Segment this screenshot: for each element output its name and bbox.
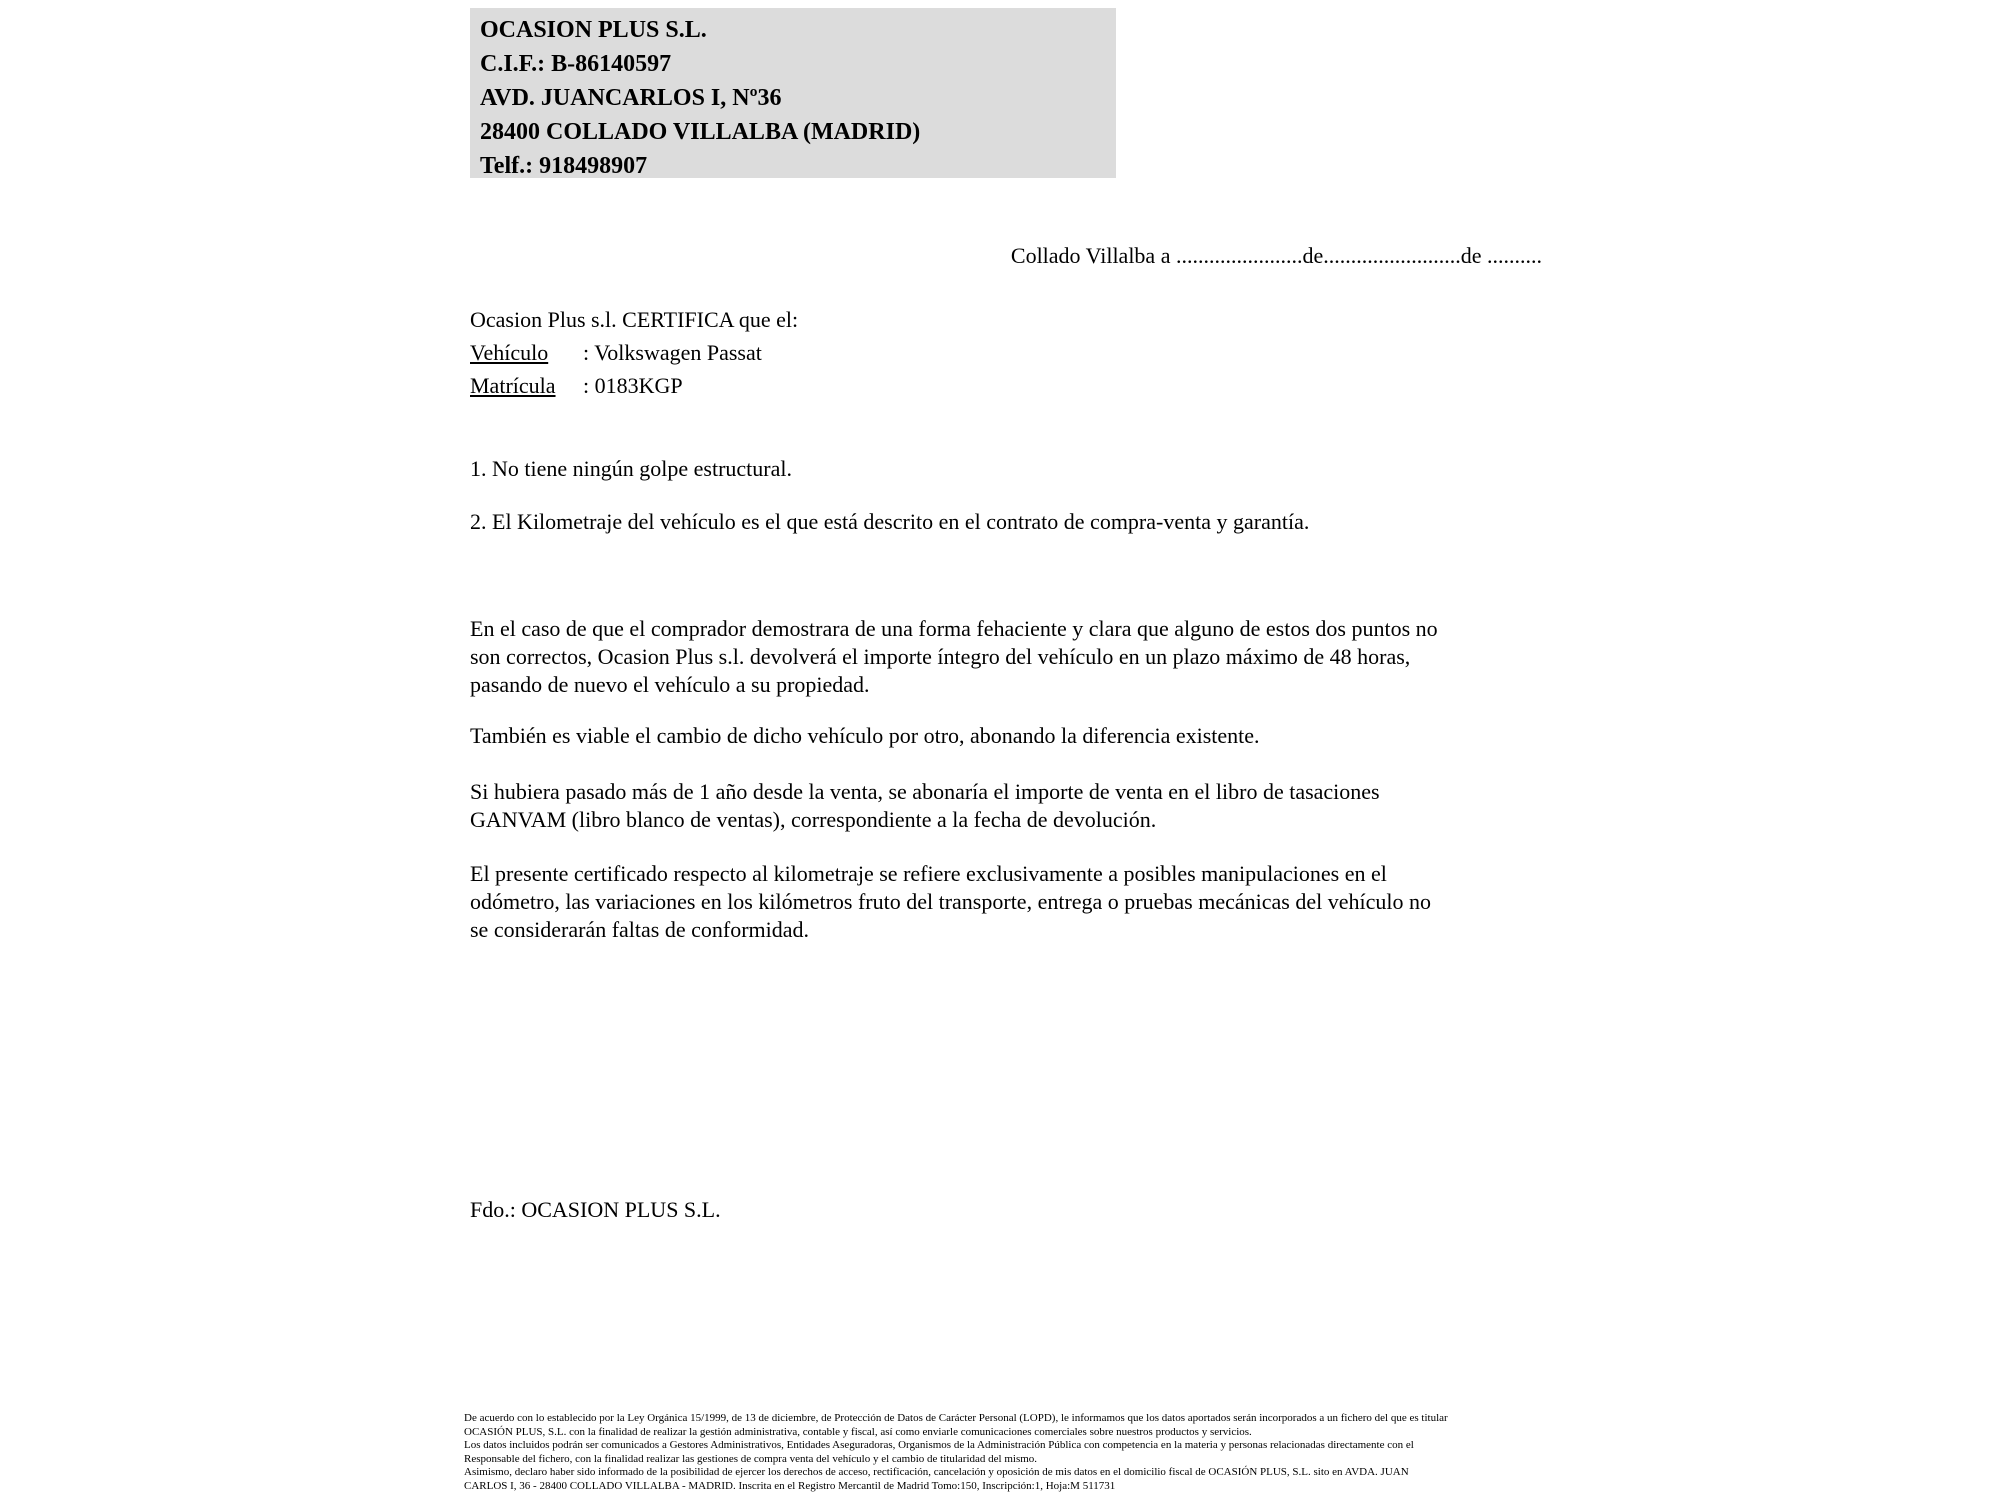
legal-footer-line: CARLOS I, 36 - 28400 COLLADO VILLALBA - MADRID. Inscrita en el Registro Mercantil de Madrid Tomo:150, Inscripción:1, Hoja:M 511731 [464, 1479, 1116, 1492]
condition-2: 2. El Kilometraje del vehículo es el que está descrito en el contrato de compra-venta y garantía. [470, 509, 1310, 534]
plate-label: Matrícula [470, 373, 556, 398]
paragraph-refund-line: pasando de nuevo el vehículo a su propiedad. [470, 672, 870, 697]
company-phone: Telf.: 918498907 [480, 153, 648, 179]
vehicle-label: Vehículo [470, 340, 549, 365]
condition-1: 1. No tiene ningún golpe estructural. [470, 456, 792, 481]
vehicle-row [470, 336, 798, 369]
paragraph-odometer-line: se considerarán faltas de conformidad. [470, 917, 810, 942]
company-city: 28400 COLLADO VILLALBA (MADRID) [480, 119, 921, 145]
certificate-block [470, 303, 798, 402]
company-header-box [470, 8, 1116, 178]
paragraph-exchange-line: También es viable el cambio de dicho vehículo por otro, abonando la diferencia existente. [470, 723, 1260, 748]
plate-value: : 0183KGP [583, 373, 683, 398]
legal-footer-line: OCASIÓN PLUS, S.L. con la finalidad de realizar la gestión administrativa, contable y fiscal, así como enviarle comunicaciones comerciales sobre nuestros productos y servicios. [464, 1425, 1252, 1438]
paragraph-ganvam [470, 778, 1380, 834]
company-address: AVD. JUANCARLOS I, Nº36 [480, 85, 782, 111]
paragraph-odometer-line: El presente certificado respecto al kilometraje se refiere exclusivamente a posibles manipulaciones en el [470, 861, 1387, 886]
legal-footer-line: Los datos incluidos podrán ser comunicados a Gestores Administrativos, Entidades Aseguradoras, Organismos de la Administración Pública con competencia en la materia y personas relacionadas directamente con el [464, 1439, 1414, 1452]
legal-footer [464, 1412, 1574, 1494]
paragraph-ganvam-line: Si hubiera pasado más de 1 año desde la venta, se abonaría el importe de venta en el libro de tasaciones [470, 779, 1380, 804]
certify-intro: Ocasion Plus s.l. CERTIFICA que el: [470, 307, 799, 332]
paragraph-exchange [470, 722, 1260, 750]
signature-line: Fdo.: OCASION PLUS S.L. [470, 1197, 721, 1222]
paragraph-odometer-line: odómetro, las variaciones en los kilómetros fruto del transporte, entrega o pruebas mecánicas del vehículo no [470, 889, 1431, 914]
legal-footer-line: De acuerdo con lo establecido por la Ley Orgánica 15/1999, de 13 de diciembre, de Protección de Datos de Carácter Personal (LOPD), le informamos que los datos aportados serán incorporados a un fichero del que es titular [464, 1412, 1448, 1424]
legal-footer-line: Asimismo, declaro haber sido informado de la posibilidad de ejercer los derechos de acceso, rectificación, cancelación y oposición de mis datos en el domicilio fiscal de OCASIÓN PLUS, S.L. sito en AVDA. JUAN [464, 1466, 1409, 1479]
legal-footer-line: Responsable del fichero, con la finalidad realizar las gestiones de compra venta del vehículo y el cambio de titularidad del mismo. [464, 1452, 1038, 1465]
company-name: OCASION PLUS S.L. [480, 17, 707, 43]
paragraph-refund-line: En el caso de que el comprador demostrara de una forma fehaciente y clara que alguno de estos dos puntos no [470, 616, 1438, 641]
date-line: Collado Villalba a .......................de.........................de .......... [1010, 243, 1542, 268]
paragraph-odometer [470, 860, 1431, 944]
paragraph-refund-line: son correctos, Ocasion Plus s.l. devolverá el importe íntegro del vehículo en un plazo máximo de 48 horas, [470, 644, 1411, 669]
paragraph-refund [470, 615, 1438, 699]
company-cif: C.I.F.: B-86140597 [480, 51, 672, 77]
vehicle-value: : Volkswagen Passat [583, 340, 762, 365]
plate-row [470, 369, 798, 402]
paragraph-ganvam-line: GANVAM (libro blanco de ventas), correspondiente a la fecha de devolución. [470, 807, 1157, 832]
